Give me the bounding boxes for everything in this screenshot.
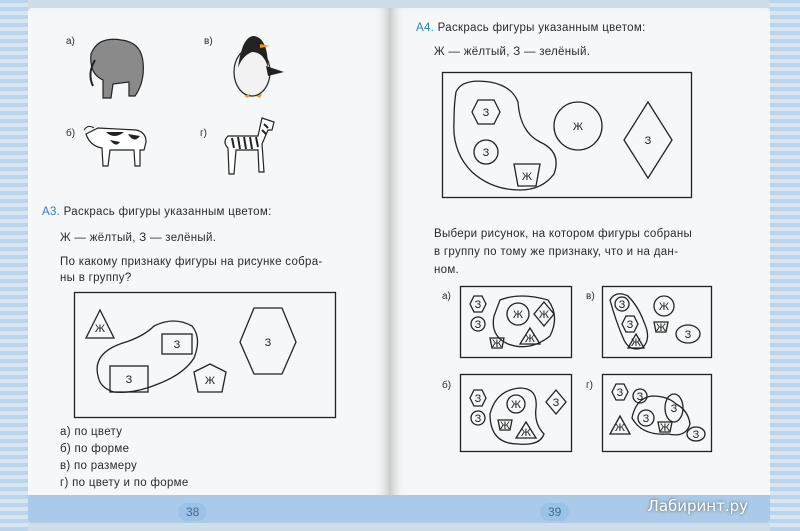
hexagon-label: З [474,299,482,311]
task-a4-number: А4. [416,22,435,34]
task-a4-choose-line3: ном. [434,264,460,276]
option-label-a[interactable]: а) [442,291,451,302]
site-watermark: Лабиринт.ру [647,497,748,515]
group-outline [94,321,197,392]
answer-option-b[interactable]: б) по форме [60,443,130,455]
page-edge-right [770,0,800,531]
right-page [390,8,770,523]
triangle-label: Ж [630,337,642,349]
option-a-panel[interactable] [460,286,572,358]
hexagon-label: З [626,319,634,331]
hexagon-label: З [616,387,624,399]
option-label-b[interactable]: б) [442,380,452,391]
task-a4-legend: Ж — жёлтый, З — зелёный. [434,46,591,58]
page-number-right: 39 [540,503,569,521]
circle-label: З [474,413,482,425]
circle-label: З [474,319,482,331]
rhombus-label: Ж [538,309,550,321]
task-a3-title: Раскрась фигуры указанным цветом: [63,206,272,218]
bottom-band [28,495,390,523]
ellipse-label: З [684,329,692,341]
page-edge-left [0,0,28,531]
hexagon-label: З [474,393,482,405]
page-number-left: 38 [178,503,207,521]
trapezoid-label: Ж [659,422,671,434]
triangle-label: Ж [524,333,536,345]
left-page [28,8,390,523]
task-a4-title-line [416,20,646,37]
task-a3-title-line [42,204,272,221]
cow-picture [80,120,152,170]
ellipse-label: З [670,403,678,415]
task-a3-question-line2: ны в группу? [60,272,132,284]
task-a4-figure-panel [442,72,692,198]
big-circle-label: Ж [572,121,584,133]
triangle-label: Ж [94,323,106,335]
triangle-label: Ж [520,427,532,439]
rhombus-label: З [644,135,652,147]
task-a3-legend: Ж — жёлтый, З — зелёный. [60,232,217,244]
circle-label: З [618,299,626,311]
task-a3-question-line1: По какому признаку фигуры на рисунке собра- [60,256,323,268]
group-outline [454,81,556,190]
hexagon-label: З [264,337,272,349]
task-a4-choose-line2: в группу по тому же признаку, что и на дан- [434,246,679,258]
option-label-g[interactable]: г) [586,380,593,391]
rhombus-label: З [552,397,560,409]
animal-label-g: г) [200,128,207,139]
big-rect-label: З [125,374,133,386]
big-circle-label: Ж [512,309,524,321]
option-label-v[interactable]: в) [586,291,595,302]
option-b-panel[interactable] [460,374,572,452]
ellipse-label-2: З [692,429,700,441]
circle-label-2: З [642,413,650,425]
hexagon-label: З [482,107,490,119]
small-circle-label: З [482,147,490,159]
animal-label-v: в) [204,36,213,47]
task-a4-choose-line1: Выбери рисунок, на котором фигуры собраны [434,228,693,240]
option-g-panel[interactable] [602,374,712,452]
answer-option-a[interactable]: а) по цвету [60,426,123,438]
answer-option-v[interactable]: в) по размеру [60,460,138,472]
option-v-panel[interactable] [602,286,712,358]
task-a4-title: Раскрась фигуры указанным цветом: [437,22,646,34]
trapezoid-label: Ж [655,322,667,334]
circle-label: З [636,391,644,403]
zebra-picture [214,114,284,182]
triangle-label: Ж [614,422,626,434]
panel-frame [75,293,336,418]
animal-label-a: а) [66,36,75,47]
pentagon-label: Ж [204,375,216,387]
elephant-picture [83,34,148,104]
small-rect-label: З [173,339,181,351]
task-a3-figure-panel [74,292,336,418]
big-circle-label: Ж [658,301,670,313]
penguin-picture [220,28,290,100]
answer-option-g[interactable]: г) по цвету и по форме [60,477,189,489]
animal-label-b: б) [66,128,76,139]
trapezoid-label: Ж [499,420,511,432]
circle-label-2: Ж [510,399,522,411]
task-a3-number: А3. [42,206,61,218]
trapezoid-label: Ж [491,338,503,350]
trapezoid-label: Ж [521,171,533,183]
